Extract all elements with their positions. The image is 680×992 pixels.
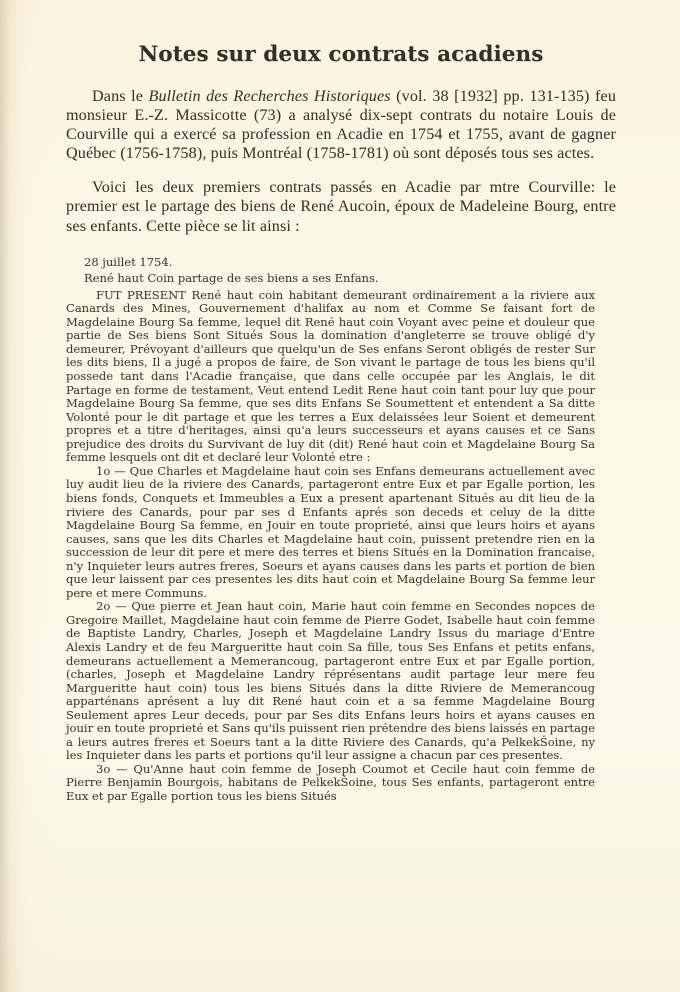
transcript-paragraph-clause-1: 1o — Que Charles et Magdelaine haut coin ses Enfans demeurans actuellement avec luy audit lieu de la riviere des Canards, partageront entre Eux et par Egalle portion, les biens fonds, Conquets et Immeubles a Eux a present apartenant Situés au dit lieu de la riviere des Canards, pour par ses d Enfants aprés son deceds et celuy de la ditte Magdelaine Bourg Sa femme, en Jouir en toute proprieté, ainsi que leurs hoirs et ayans causes, sans que les dits Charles et Magdelaine haut coin, puissent pretendre rien en la succession de leur dit pere et mere des terres et biens Situés en la Domination francaise, n'y Inquieter leurs autres freres, Soeurs et ayans causes dans les parts et portion de bien que leur laissent par ces presentes les dits haut coin et Magdelaine Bourg Sa femme leur pere et mere Communs. — [66, 463, 595, 600]
intro-text-after-italic: (vol. 38 [1932] pp. 131-135) feu monsieur E.-Z. Massicotte (73) a analysé dix-sept contrats du notaire Louis de Courville qui a exercé sa profession en Acadie en 1754 et 1755, avant de gagner Québec (1756-1758), puis Montréal (1758-1781) où sont déposés tous ses actes. — [66, 88, 617, 163]
transcript-heading-line: René haut Coin partage de ses biens a ses Enfans. — [84, 271, 379, 286]
transcript-paragraph-clause-2: 2o — Que pierre et Jean haut coin, Marie haut coin femme en Secondes nopces de Gregoire Maillet, Magdelaine haut coin femme de Pierre Godet, Isabelle haut coin femme de Baptiste Landry, Charles, Joseph et Magdelaine Landry Issus du mariage d'Entre Alexis Landry et de feu Margueritte haut coin Sa fille, tous Ses Enfans et petits enfans, demeurans actuellement a Memerancoug, partageront entre Eux et par Egalle portion, (charles, Joseph et Magdelaine Landry réprésentans audit partage leur mere feu Margueritte haut coin) tous les biens Situés dans la ditte Riviere de Memerancoug apparténans aprésent a luy dit René haut coin et a sa femme Magdelaine Bourg Seulement apres Leur deceds, pour par Ses dits Enfans leurs hoirs et ayans causes en jouir en toute proprieté et Sans qu'ils puissent rien prétendre des biens laissés en partage a leurs autres freres et Soeurs tant a la ditte Riviere des Canards, qu'a PelkekŠoine, ny les Inquieter dans les parts et portions qu'il leur assigne a chacun par ces presentes. — [66, 599, 595, 763]
intro-paragraph-1 — [66, 87, 616, 163]
intro-paragraph-2 — [66, 178, 616, 235]
transcript-paragraph: FUT PRESENT René haut coin habitant demeurant ordinairement a la riviere aux Canards des Mines, Gouvernement d'halifax au nom et Comme Se faisant fort de Magdelaine Bourg Sa femme, lequel dit René haut coin Voyant avec peine et douleur que partie de Ses biens Sont Situés Sous la domination d'angleterre se trouve obligé d'y demeurer, Prévoyant d'ailleurs que quelqu'un de Ses enfans Seront obligés de rester Sur les dits biens, Il a jugé a propos de faire, de Son vivant le partage de tous les biens qu'il possede tant dans l'Acadie française, que dans celle occupée par les Anglais, le dit Partage en forme de testament, Veut entend Ledit Rene haut coin tant pour luy que pour Magdelaine Bourg Sa femme, que ses dits Enfans Se Soumettent et entendent a Sa ditte Volonté pour le dit partage et que les terres a Eux delaissées leur Soient et demeurent propres et a titre d'heritages, ainsi qu'a leurs successeurs et ayans causes et ce Sans prejudice des droits du Survivant de luy dit (dit) René haut coin et Magdelaine Bourg Sa femme lesquels ont dit et declaré leur Volonté etre : — [66, 287, 595, 465]
transcript-block — [66, 256, 595, 804]
page-content — [66, 0, 616, 992]
page-title: Notes sur deux contrats acadiens — [138, 42, 544, 67]
journal-title-italic: Bulletin des Recherches Historiques — [148, 88, 391, 105]
intro-text-before-italic: Dans le — [92, 88, 149, 105]
transcript-paragraph-clause-3: 3o — Qu'Anne haut coin femme de Joseph Coumot et Cecile haut coin femme de Pierre Benjamin Bourgois, habitans de PelkekŠoine, tous Ses enfants, partageront entre Eux et par Egalle portion tous les biens Situés — [66, 761, 595, 803]
intro-paragraph-2-text: Voici les deux premiers contrats passés en Acadie par mtre Courville: le premier est le partage des biens de René Aucoin, époux de Madeleine Bourg, entre ses enfants. Cette pièce se lit ainsi : — [66, 179, 616, 235]
transcript-date-line: 28 juillet 1754. — [84, 254, 173, 269]
